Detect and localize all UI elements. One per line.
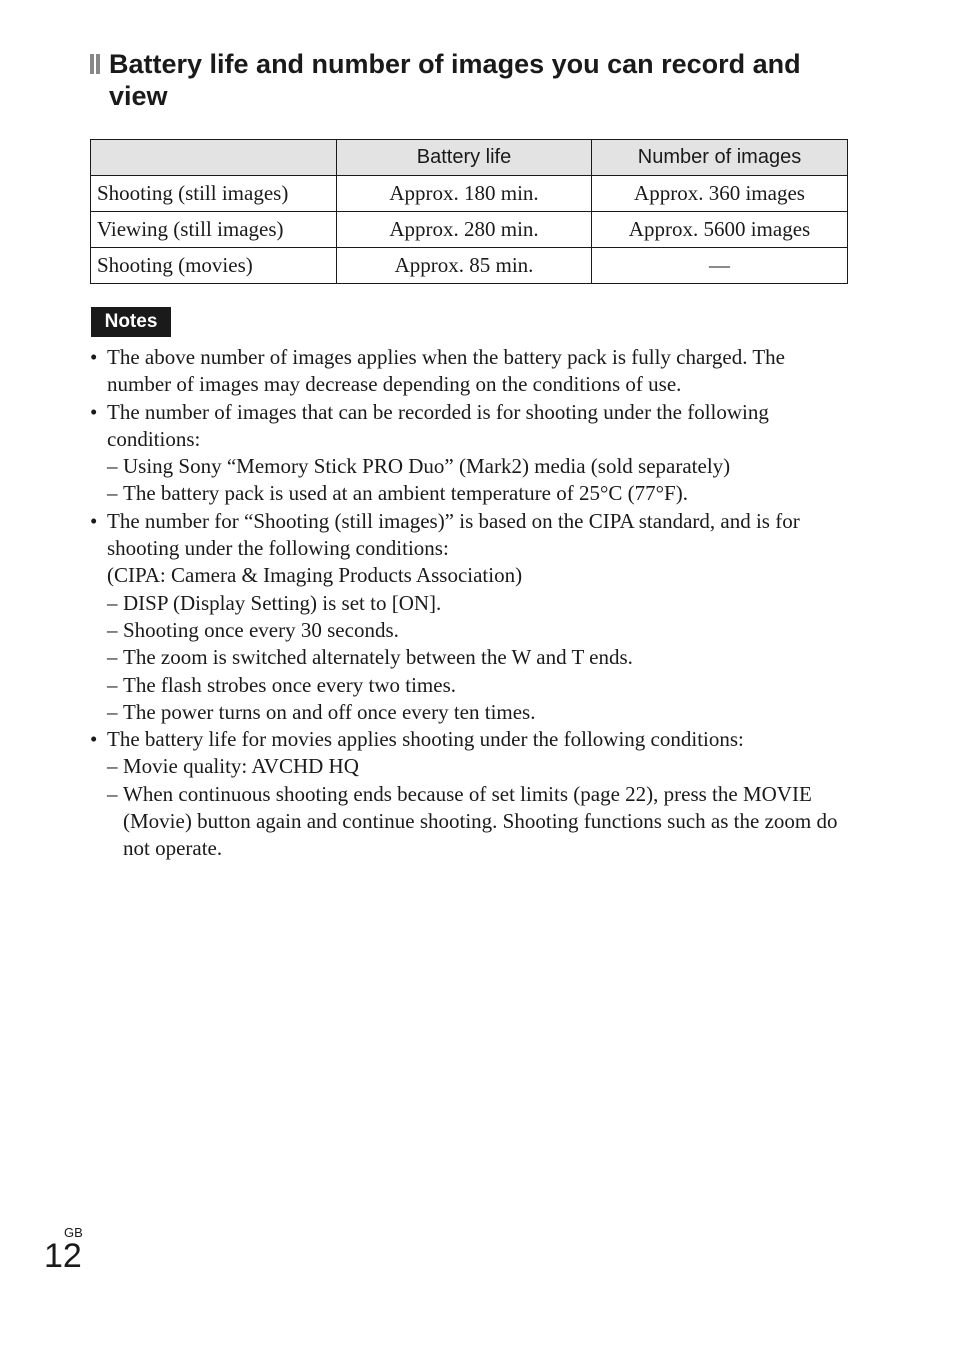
table-header-cell: Battery life	[337, 140, 592, 176]
note-subitem: – When continuous shooting ends because of set limits (page 22), press the MOVIE (Movie) button again and continue shooting. Shooting functions such as the zoom do not operate.	[107, 781, 850, 863]
note-subitem: – Movie quality: AVCHD HQ	[107, 753, 850, 780]
battery-life-table	[90, 139, 848, 284]
note-subitem: – The battery pack is used at an ambient temperature of 25°C (77°F).	[107, 480, 850, 507]
table-header-cell	[91, 140, 337, 176]
note-extra: (CIPA: Camera & Imaging Products Association)	[107, 563, 523, 588]
table-header-cell: Number of images	[592, 140, 848, 176]
notes-label: Notes	[91, 307, 171, 337]
note-item: • The battery life for movies applies shooting under the following conditions:	[90, 726, 850, 753]
note-subitem: – The power turns on and off once every ten times.	[107, 699, 850, 726]
note-item: • The number of images that can be recorded is for shooting under the following conditions:	[90, 399, 850, 454]
heading-marker-icon	[90, 54, 100, 74]
table-cell: Approx. 85 min.	[337, 248, 592, 284]
table-row	[91, 176, 848, 212]
table-cell: Viewing (still images)	[91, 212, 337, 248]
table-header-row	[91, 140, 848, 176]
section-heading-text: Battery life and number of images you can record and view	[109, 49, 801, 111]
page-language-code: GB	[64, 1225, 83, 1240]
table-cell: Approx. 180 min.	[337, 176, 592, 212]
table-row	[91, 248, 848, 284]
table-cell: Approx. 360 images	[592, 176, 848, 212]
notes-list	[90, 344, 850, 863]
note-subitem: – The zoom is switched alternately between the W and T ends.	[107, 644, 850, 671]
table-cell: Approx. 280 min.	[337, 212, 592, 248]
note-subitem: – The flash strobes once every two times.	[107, 672, 850, 699]
note-subitem: – Using Sony “Memory Stick PRO Duo” (Mark2) media (sold separately)	[107, 453, 850, 480]
table-cell: Shooting (movies)	[91, 248, 337, 284]
section-heading	[90, 48, 860, 112]
table-cell: Shooting (still images)	[91, 176, 337, 212]
table-row	[91, 212, 848, 248]
page-number: 12	[44, 1237, 82, 1275]
note-subitem: – Shooting once every 30 seconds.	[107, 617, 850, 644]
note-item: • The number for “Shooting (still images)” is based on the CIPA standard, and is for shooting under the following conditions:	[90, 508, 850, 563]
note-item: • The above number of images applies when the battery pack is fully charged. The number of images may decrease depending on the conditions of use.	[90, 344, 850, 399]
table-cell: —	[592, 248, 848, 284]
table-cell: Approx. 5600 images	[592, 212, 848, 248]
note-subitem: – DISP (Display Setting) is set to [ON].	[107, 590, 850, 617]
